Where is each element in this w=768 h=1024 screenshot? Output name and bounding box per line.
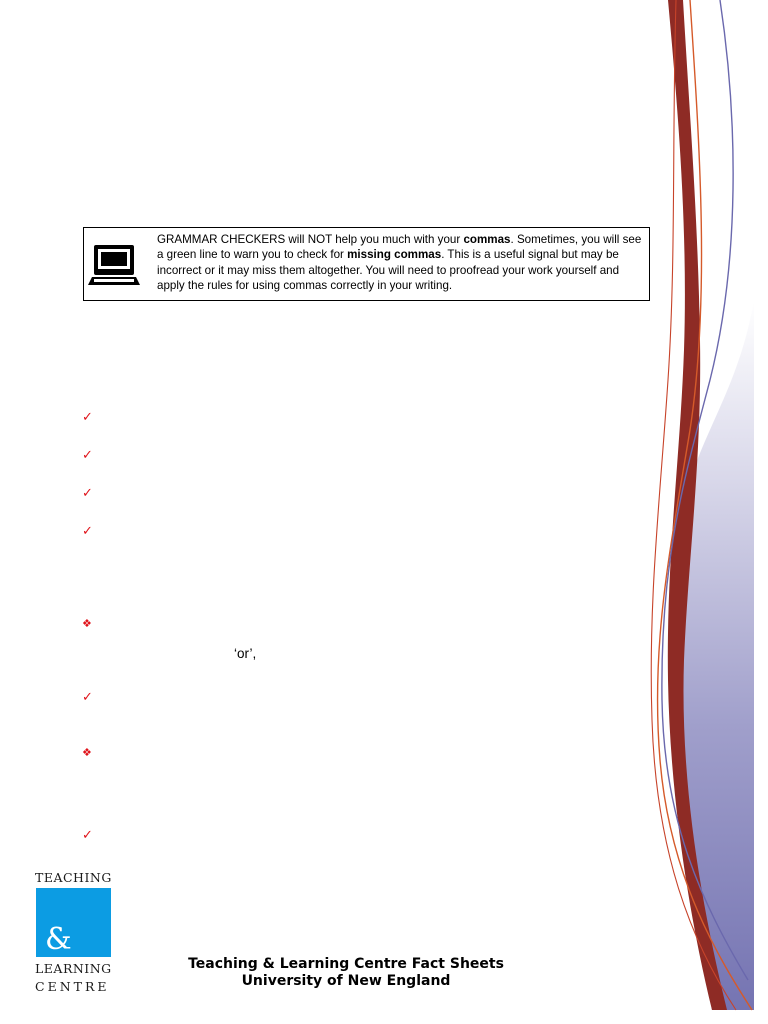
logo-blue-square <box>36 888 111 957</box>
checkmark-icon: ✓ <box>82 828 93 843</box>
text-fragment-or: ‘or’, <box>234 646 257 661</box>
checkmark-icon: ✓ <box>82 690 93 705</box>
logo-text-teaching: TEACHING <box>35 870 112 885</box>
note-text-segment: . Sometimes, you will see a green line to warn you to check for <box>157 233 642 262</box>
logo-text-learning: LEARNING <box>35 961 112 976</box>
checkmark-icon: ✓ <box>82 486 93 501</box>
thin-red-line <box>651 0 736 1010</box>
diamond-bullet-icon: ❖ <box>82 617 92 630</box>
computer-icon <box>88 241 140 289</box>
purple-gradient-panel <box>673 300 754 1010</box>
grammar-checker-note <box>83 227 650 301</box>
footer-title: Teaching & Learning Centre Fact Sheets <box>188 956 504 972</box>
orange-line <box>657 0 752 1010</box>
purple-line <box>662 0 748 980</box>
diamond-bullet-icon: ❖ <box>82 746 92 759</box>
note-emphasis: commas <box>463 233 511 246</box>
red-ribbon-band <box>668 0 727 1010</box>
checkmark-icon: ✓ <box>82 410 93 425</box>
note-text-segment: GRAMMAR CHECKERS will NOT help you much with your <box>157 233 464 246</box>
note-text-segment: . This is a useful signal but may be incorrect or it may miss them altogether. You will need to proofread your work yourself and apply the rules for using commas correctly in your writing. <box>157 248 620 293</box>
tlc-logo <box>33 870 115 998</box>
note-emphasis: missing commas <box>347 248 442 262</box>
checkmark-icon: ✓ <box>82 524 93 539</box>
footer-subtitle: University of New England <box>241 973 451 989</box>
grammar-checker-note-text <box>157 232 643 294</box>
logo-text-centre: CENTRE <box>35 979 110 994</box>
logo-ampersand: & <box>45 922 72 957</box>
checkmark-icon: ✓ <box>82 448 93 463</box>
